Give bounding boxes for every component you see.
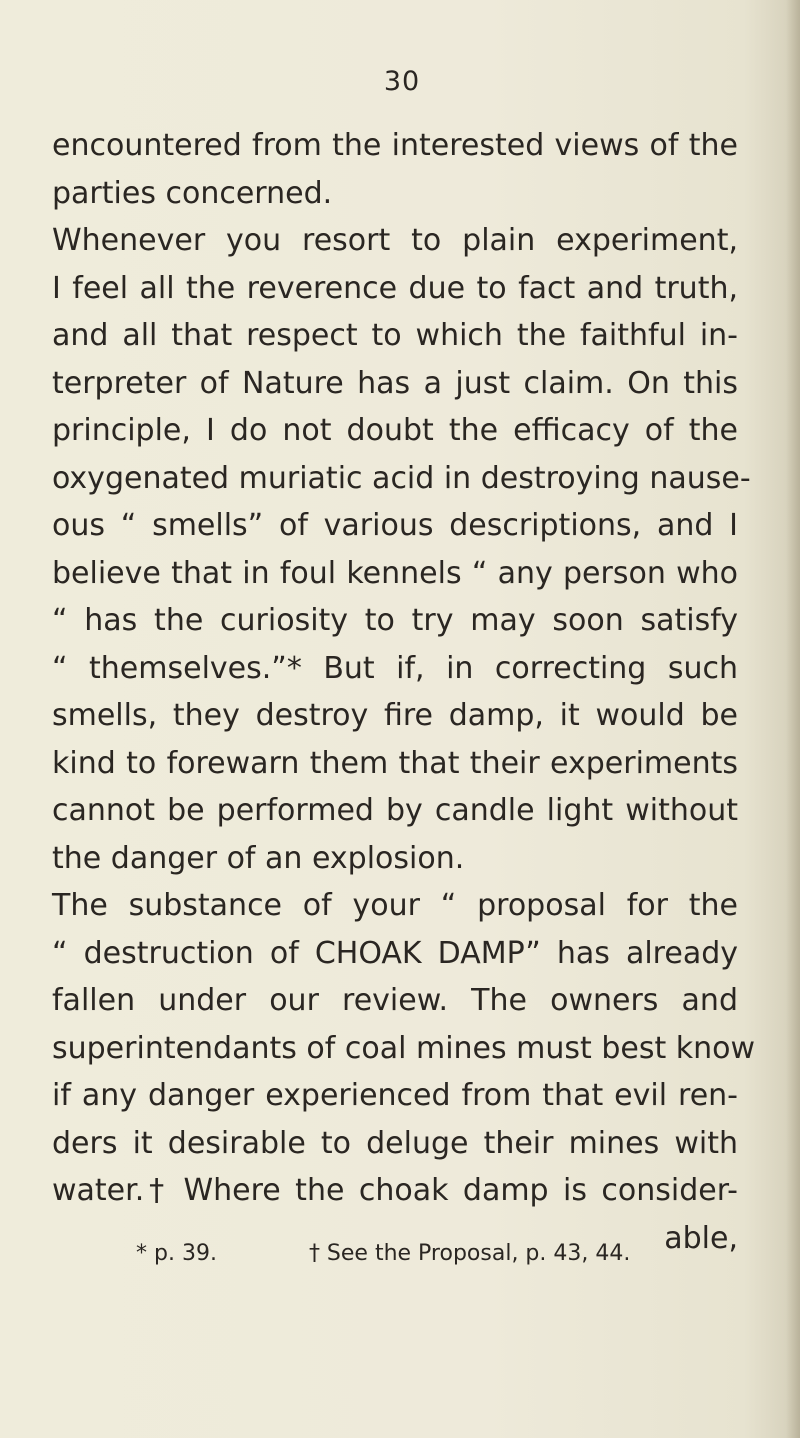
- text-line: Whenever you resort to plain experiment,: [52, 223, 738, 258]
- text-line: and all that respect to which the faithful in-: [52, 318, 738, 353]
- page-number: 30: [383, 66, 421, 97]
- text-line: “ themselves.”* But if, in correcting such: [52, 650, 738, 686]
- body-text: [52, 122, 756, 1262]
- text-line: oxygenated muriatic acid in destroying nause-: [52, 460, 751, 496]
- text-line: principle, I do not doubt the efficacy of the: [52, 413, 738, 448]
- text-line: the danger of an explosion.: [52, 840, 465, 876]
- text-line: I feel all the reverence due to fact and truth,: [52, 270, 738, 306]
- page-edge-shadow: [786, 0, 800, 1438]
- footnote-2: † See the Proposal, p. 43, 44.: [308, 1241, 631, 1266]
- text-line: if any danger experienced from that evil ren-: [52, 1078, 738, 1113]
- text-line: ders it desirable to deluge their mines with: [52, 1125, 738, 1161]
- catchword: able,: [664, 1220, 738, 1256]
- text-line: terpreter of Nature has a just claim. On this: [52, 365, 738, 401]
- text-line: “ has the curiosity to try may soon satisfy: [52, 603, 738, 638]
- text-line: believe that in foul kennels “ any person who: [52, 555, 738, 591]
- text-line: superintendants of coal mines must best know: [52, 1030, 756, 1066]
- footnotes: [136, 1241, 756, 1266]
- text-line: ous “ smells” of various descriptions, and I: [52, 508, 738, 543]
- text-line: water.† Where the choak damp is consider-: [52, 1173, 738, 1208]
- text-line: cannot be performed by candle light without: [52, 793, 738, 828]
- text-line: parties concerned.: [52, 175, 333, 211]
- footnote-1: * p. 39.: [136, 1241, 217, 1266]
- text-line: The substance of your “ proposal for the: [52, 888, 738, 923]
- text-line: fallen under our review. The owners and: [52, 983, 738, 1018]
- text-line: encountered from the interested views of the: [52, 128, 738, 163]
- text-line: kind to forewarn them that their experiments: [52, 745, 738, 781]
- text-line: smells, they destroy fire damp, it would be: [52, 698, 738, 733]
- text-line: “ destruction of CHOAK DAMP” has already: [52, 935, 738, 971]
